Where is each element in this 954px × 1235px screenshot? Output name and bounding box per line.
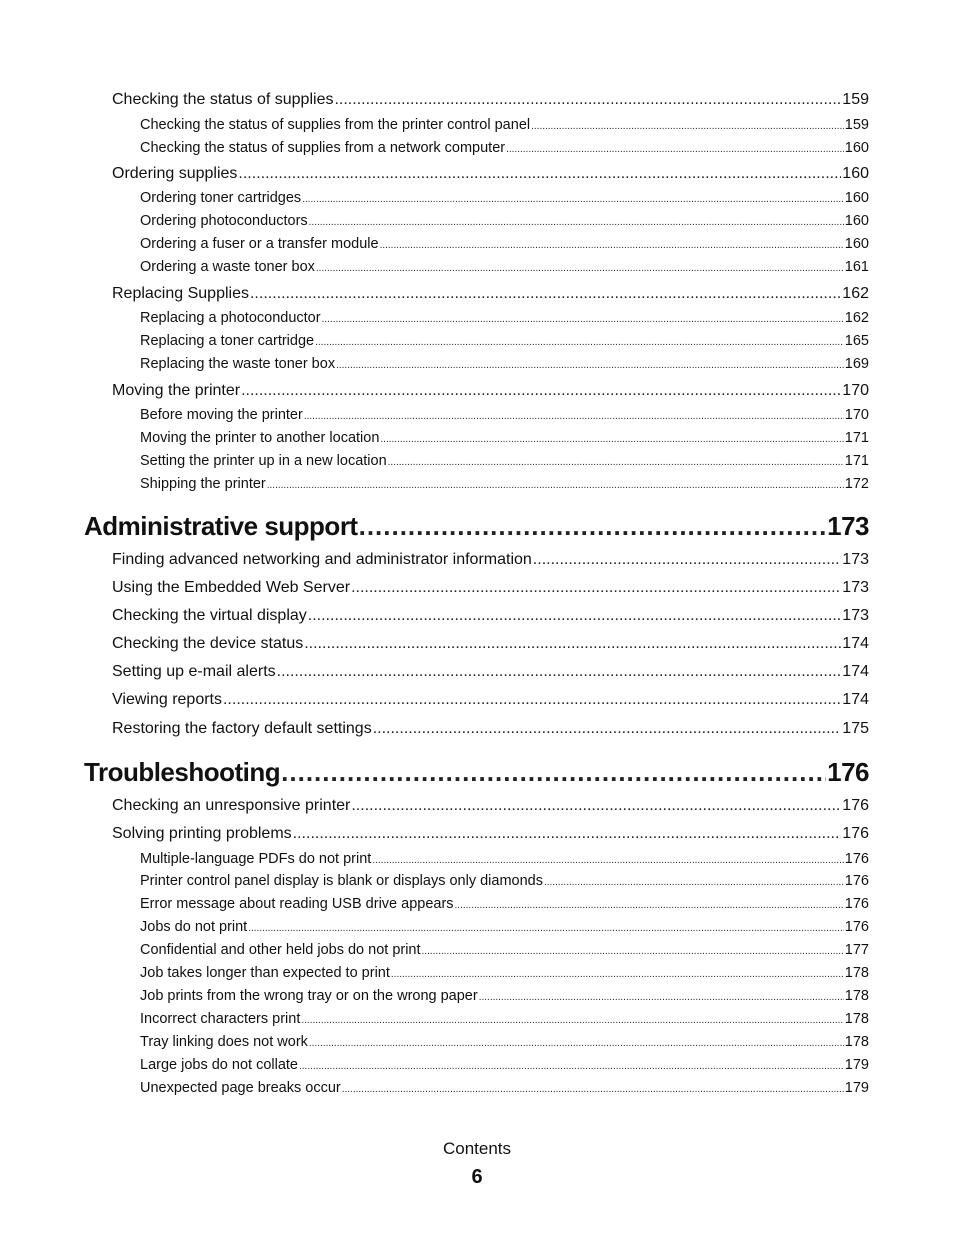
toc-entry-title: Jobs do not print — [140, 919, 248, 935]
toc-entry[interactable] — [112, 635, 869, 653]
dot-leader — [455, 900, 844, 911]
dot-leader — [336, 360, 844, 371]
dot-leader — [422, 946, 844, 957]
toc-entry-page: 175 — [842, 720, 869, 737]
dot-leader — [334, 91, 841, 109]
dot-leader — [309, 1038, 844, 1049]
toc-entry-title: Before moving the printer — [140, 407, 303, 423]
toc-entry[interactable] — [140, 140, 869, 156]
toc-entry[interactable] — [140, 190, 869, 206]
dot-leader — [380, 434, 843, 445]
toc-entry-page: 162 — [842, 285, 869, 302]
toc-entry[interactable] — [140, 942, 869, 958]
dot-leader — [304, 411, 844, 422]
toc-entry[interactable] — [140, 873, 869, 889]
toc-entry-page: 162 — [844, 310, 869, 326]
toc-entry[interactable] — [140, 213, 869, 229]
toc-entry[interactable] — [140, 1080, 869, 1096]
dot-leader — [351, 579, 841, 597]
dot-leader — [315, 337, 844, 348]
toc-entry-title: Replacing a toner cartridge — [140, 333, 315, 349]
toc-entry-title: Unexpected page breaks occur — [140, 1080, 341, 1096]
toc-entry-page: 161 — [844, 259, 869, 275]
toc-entry[interactable] — [112, 797, 869, 815]
toc-entry[interactable] — [112, 691, 869, 709]
toc-entry-page: 170 — [844, 407, 869, 423]
toc-entry[interactable] — [140, 236, 869, 252]
toc-entry-page: 178 — [844, 988, 869, 1004]
toc-entry-page: 179 — [844, 1057, 869, 1073]
toc-entry[interactable] — [140, 1034, 869, 1050]
toc-entry-title: Large jobs do not collate — [140, 1057, 298, 1073]
dot-leader — [322, 314, 844, 325]
dot-leader — [506, 144, 844, 155]
dot-leader — [479, 992, 844, 1003]
toc-entry-page: 173 — [842, 607, 869, 624]
toc-entry-title: Setting up e-mail alerts — [112, 663, 276, 680]
toc-entry[interactable] — [140, 1011, 869, 1027]
toc-entry-page: 176 — [842, 825, 869, 842]
dot-leader — [531, 121, 844, 132]
toc-entry[interactable] — [112, 825, 869, 843]
toc-entry-title: Printer control panel display is blank or displays only diamonds — [140, 873, 543, 889]
toc-entry-page: 170 — [842, 382, 869, 399]
toc-chapter-page: 173 — [827, 511, 869, 541]
toc-entry-title: Ordering a waste toner box — [140, 259, 315, 275]
dot-leader — [372, 855, 843, 866]
dot-leader — [241, 382, 841, 400]
toc-entry-page: 176 — [844, 919, 869, 935]
toc-entry-page: 169 — [844, 356, 869, 372]
toc-entry-title: Solving printing problems — [112, 825, 292, 842]
toc-entry-title: Job prints from the wrong tray or on the wrong paper — [140, 988, 478, 1004]
toc-entry-page: 174 — [842, 663, 869, 680]
toc-entry[interactable] — [140, 965, 869, 981]
toc-entry[interactable] — [140, 259, 869, 275]
dot-leader — [277, 663, 842, 681]
toc-entry-page: 176 — [842, 797, 869, 814]
dot-leader — [302, 194, 844, 205]
toc-entry-page: 165 — [844, 333, 869, 349]
toc-entry-page: 160 — [844, 140, 869, 156]
toc-entry-page: 176 — [844, 896, 869, 912]
toc-entry-title: Finding advanced networking and administrator information — [112, 551, 532, 568]
toc-entry[interactable] — [112, 607, 869, 625]
toc-entry-title: Ordering toner cartridges — [140, 190, 302, 206]
toc-entry-page: 160 — [844, 213, 869, 229]
toc-entry-page: 178 — [844, 1011, 869, 1027]
toc-entry-title: Checking the device status — [112, 635, 304, 652]
toc-entry-page: 179 — [844, 1080, 869, 1096]
toc-entry-page: 159 — [842, 91, 869, 108]
dot-leader — [380, 240, 844, 251]
toc-chapter[interactable] — [84, 757, 869, 788]
toc-entry-title: Tray linking does not work — [140, 1034, 308, 1050]
toc-entry-page: 176 — [844, 873, 869, 889]
toc-entry[interactable] — [140, 896, 869, 912]
toc-entry-title: Job takes longer than expected to print — [140, 965, 390, 981]
footer-page-number: 6 — [471, 1166, 483, 1188]
toc-entry[interactable] — [112, 165, 869, 183]
toc-entry-page: 174 — [842, 635, 869, 652]
dot-leader — [299, 1061, 844, 1072]
toc-entry[interactable] — [112, 663, 869, 681]
toc-entry[interactable] — [140, 988, 869, 1004]
toc-entry-title: Error message about reading USB drive appears — [140, 896, 454, 912]
toc-entry-title: Replacing the waste toner box — [140, 356, 336, 372]
dot-leader — [373, 720, 842, 738]
toc-entry-title: Restoring the factory default settings — [112, 720, 372, 737]
dot-leader — [359, 511, 827, 542]
dot-leader — [238, 165, 841, 183]
toc-entry-page: 160 — [842, 165, 869, 182]
toc-entry-page: 173 — [842, 551, 869, 568]
toc-entry-page: 174 — [842, 691, 869, 708]
dot-leader — [301, 1015, 843, 1026]
toc-entry-title: Confidential and other held jobs do not print — [140, 942, 421, 958]
dot-leader — [308, 607, 842, 625]
dot-leader — [267, 480, 844, 491]
toc-entry-title: Incorrect characters print — [140, 1011, 301, 1027]
toc-entry-title: Ordering supplies — [112, 165, 238, 182]
toc-entry-page: 177 — [844, 942, 869, 958]
dot-leader — [250, 285, 841, 303]
toc-entry[interactable] — [112, 579, 869, 597]
toc-entry-title: Using the Embedded Web Server — [112, 579, 351, 596]
toc-entry-title: Viewing reports — [112, 691, 222, 708]
toc-entry[interactable] — [140, 356, 869, 372]
toc-entry-title: Shipping the printer — [140, 476, 266, 492]
dot-leader — [248, 923, 844, 934]
toc-entry-title: Setting the printer up in a new location — [140, 453, 387, 469]
toc-entry-page: 159 — [844, 117, 869, 133]
toc-entry-page: 178 — [844, 1034, 869, 1050]
toc-entry[interactable] — [140, 310, 869, 326]
toc-entry-title: Moving the printer — [112, 382, 241, 399]
dot-leader — [391, 969, 844, 980]
dot-leader — [351, 797, 841, 815]
toc-entry[interactable] — [140, 476, 869, 492]
toc-chapter[interactable] — [84, 511, 869, 542]
toc-entry[interactable] — [140, 430, 869, 446]
dot-leader — [223, 691, 841, 709]
toc-entry-title: Checking an unresponsive printer — [112, 797, 351, 814]
toc-entry-page: 178 — [844, 965, 869, 981]
dot-leader — [342, 1084, 844, 1095]
toc-entry-page: 160 — [844, 236, 869, 252]
toc-entry[interactable] — [140, 117, 869, 133]
toc-chapter-title: Administrative support — [84, 511, 358, 541]
toc-entry-page: 171 — [844, 430, 869, 446]
toc-entry-page: 171 — [844, 453, 869, 469]
toc-chapter-title: Troubleshooting — [84, 757, 281, 787]
footer-section-label: Contents — [442, 1139, 512, 1158]
dot-leader — [309, 217, 844, 228]
toc-entry-title: Checking the status of supplies from a network computer — [140, 140, 506, 156]
toc-chapter-page: 176 — [827, 757, 869, 787]
toc-entry-title: Replacing Supplies — [112, 285, 249, 302]
toc-entry[interactable] — [140, 1057, 869, 1073]
dot-leader — [304, 635, 841, 653]
toc-entry[interactable] — [112, 382, 869, 400]
toc-entry[interactable] — [140, 919, 869, 935]
toc-entry-page: 176 — [844, 851, 869, 867]
toc-entry-page: 172 — [844, 476, 869, 492]
toc-entry[interactable] — [140, 333, 869, 349]
dot-leader — [533, 551, 842, 569]
toc-entry-title: Replacing a photoconductor — [140, 310, 321, 326]
toc-entry[interactable] — [140, 851, 869, 867]
toc-entry[interactable] — [140, 453, 869, 469]
dot-leader — [281, 757, 826, 788]
toc-entry[interactable] — [112, 285, 869, 303]
dot-leader — [544, 877, 844, 888]
toc-entry-title: Checking the status of supplies — [112, 91, 334, 108]
toc-entry-title: Moving the printer to another location — [140, 430, 380, 446]
toc-entry-page: 173 — [842, 579, 869, 596]
toc-entry-title: Ordering photoconductors — [140, 213, 308, 229]
toc-entry[interactable] — [112, 551, 869, 569]
toc-entry-page: 160 — [844, 190, 869, 206]
dot-leader — [293, 825, 842, 843]
dot-leader — [388, 457, 844, 468]
toc-entry[interactable] — [112, 91, 869, 109]
toc-entry-title: Checking the virtual display — [112, 607, 307, 624]
toc-entry[interactable] — [112, 720, 869, 738]
toc-entry-title: Ordering a fuser or a transfer module — [140, 236, 379, 252]
toc-entry-title: Checking the status of supplies from the printer control panel — [140, 117, 531, 133]
toc-entry[interactable] — [140, 407, 869, 423]
toc-entry-title: Multiple-language PDFs do not print — [140, 851, 372, 867]
dot-leader — [316, 263, 844, 274]
